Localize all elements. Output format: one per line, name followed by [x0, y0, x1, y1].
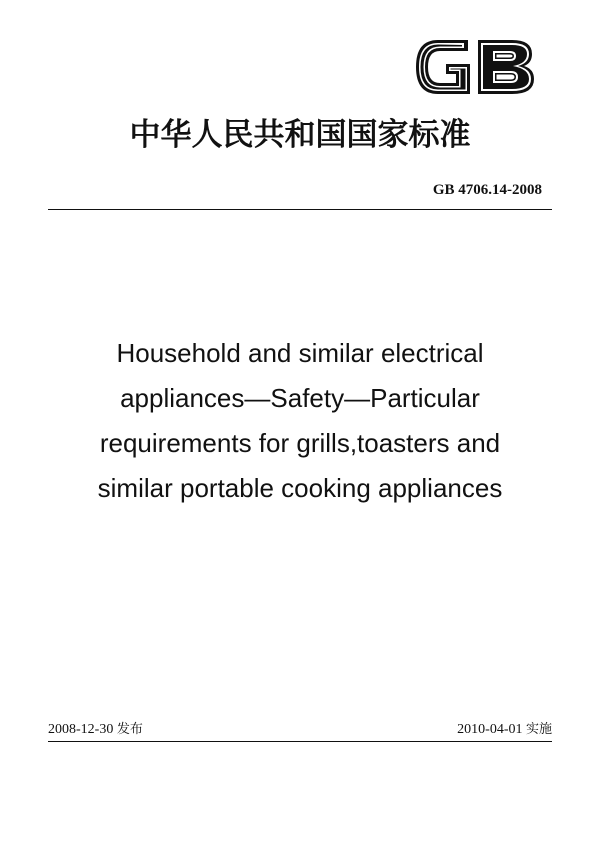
title-line: appliances—Safety—Particular [120, 383, 480, 413]
title-line: Household and similar electrical [116, 338, 484, 368]
issue-label: 发布 [116, 722, 143, 737]
issue-date: 2008-12-30 [48, 722, 114, 737]
organization-title: 中华人民共和国国家标准 [129, 117, 471, 153]
title-line: similar portable cooking appliances [97, 473, 503, 503]
document-title [40, 331, 560, 511]
issue-date-block [48, 718, 143, 738]
title-line: requirements for grills,toasters and [99, 428, 501, 458]
implementation-label: 实施 [525, 722, 552, 737]
footer-divider [48, 741, 552, 742]
standard-number: GB 4706.14-2008 [432, 182, 542, 198]
gb-logo [412, 34, 538, 100]
implementation-date: 2010-04-01 [457, 722, 523, 737]
header-divider [48, 209, 552, 210]
implementation-date-block [457, 718, 552, 738]
